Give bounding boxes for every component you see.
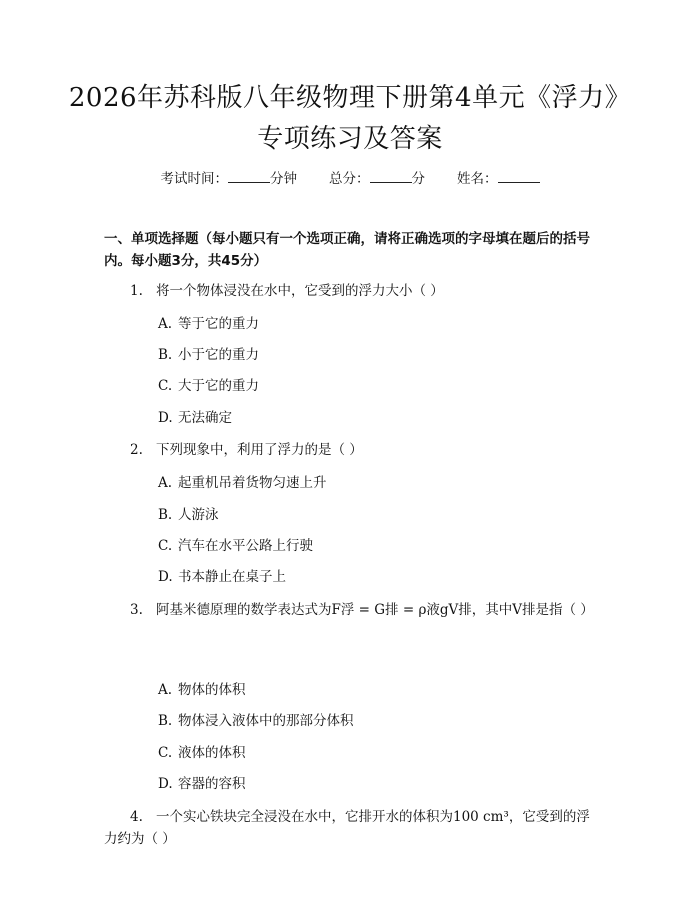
question-text: 阿基米德原理的数学表达式为F浮 = G排 = ρ液gV排，其中V排是指（ ） xyxy=(156,602,594,618)
option-text: 容器的容积 xyxy=(178,776,246,792)
student-name-blank xyxy=(498,168,540,183)
option-text: 小于它的重力 xyxy=(178,347,259,363)
option-text: 无法确定 xyxy=(178,410,232,426)
total-score-unit: 分 xyxy=(411,171,425,187)
option-letter: C. xyxy=(158,745,173,761)
section-heading: 一、单项选择题（每小题只有一个选项正确，请将正确选项的字母填在题后的括号内。每小题3分，共45分） xyxy=(104,231,590,269)
question-number: 3. xyxy=(130,602,143,618)
option-letter: A. xyxy=(158,475,173,491)
question-1 xyxy=(104,280,600,302)
total-score-blank xyxy=(370,168,412,183)
exam-meta-row xyxy=(0,168,700,189)
option-letter: D. xyxy=(158,569,173,585)
option-text: 等于它的重力 xyxy=(178,316,259,332)
option-1b xyxy=(158,345,259,365)
option-1c xyxy=(158,376,259,396)
total-score-field xyxy=(329,168,425,189)
option-1d xyxy=(158,408,232,428)
question-number: 1. xyxy=(130,283,143,299)
option-text: 物体的体积 xyxy=(178,682,246,698)
option-letter: D. xyxy=(158,410,173,426)
question-3 xyxy=(104,599,600,621)
total-score-label: 总分： xyxy=(329,171,370,187)
question-number: 4. xyxy=(130,809,143,825)
question-text: 下列现象中，利用了浮力的是（ ） xyxy=(156,442,363,458)
option-3b xyxy=(158,711,354,731)
option-text: 书本静止在桌子上 xyxy=(178,569,286,585)
option-2b xyxy=(158,505,219,525)
document-title: 2026年苏科版八年级物理下册第4单元《浮力》专项练习及答案 xyxy=(68,83,632,154)
option-text: 起重机吊着货物匀速上升 xyxy=(178,475,327,491)
option-text: 人游泳 xyxy=(178,507,219,523)
exam-time-blank xyxy=(228,168,270,183)
option-text: 大于它的重力 xyxy=(178,378,259,394)
question-number: 2. xyxy=(130,442,143,458)
option-2d xyxy=(158,567,286,587)
student-name-label: 姓名： xyxy=(457,171,498,187)
option-3c xyxy=(158,743,246,763)
option-letter: D. xyxy=(158,776,173,792)
option-letter: B. xyxy=(158,347,173,363)
option-text: 液体的体积 xyxy=(178,745,246,761)
exam-time-field xyxy=(161,168,298,189)
option-letter: C. xyxy=(158,378,173,394)
option-3a xyxy=(158,680,246,700)
option-2a xyxy=(158,473,327,493)
option-text: 物体浸入液体中的那部分体积 xyxy=(178,713,354,729)
exam-time-unit: 分钟 xyxy=(270,171,297,187)
option-text: 汽车在水平公路上行驶 xyxy=(178,538,313,554)
question-4 xyxy=(104,806,600,850)
option-letter: A. xyxy=(158,682,173,698)
question-2 xyxy=(104,439,600,461)
option-2c xyxy=(158,536,313,556)
option-letter: C. xyxy=(158,538,173,554)
option-letter: A. xyxy=(158,316,173,332)
option-letter: B. xyxy=(158,713,173,729)
student-name-field xyxy=(457,168,540,189)
option-1a xyxy=(158,314,259,334)
option-3d xyxy=(158,774,246,794)
option-letter: B. xyxy=(158,507,173,523)
question-text: 将一个物体浸没在水中，它受到的浮力大小（ ） xyxy=(156,283,444,299)
exam-time-label: 考试时间： xyxy=(160,171,228,187)
question-text: 一个实心铁块完全浸没在水中，它排开水的体积为100 cm³，它受到的浮力约为（ ） xyxy=(104,809,590,847)
